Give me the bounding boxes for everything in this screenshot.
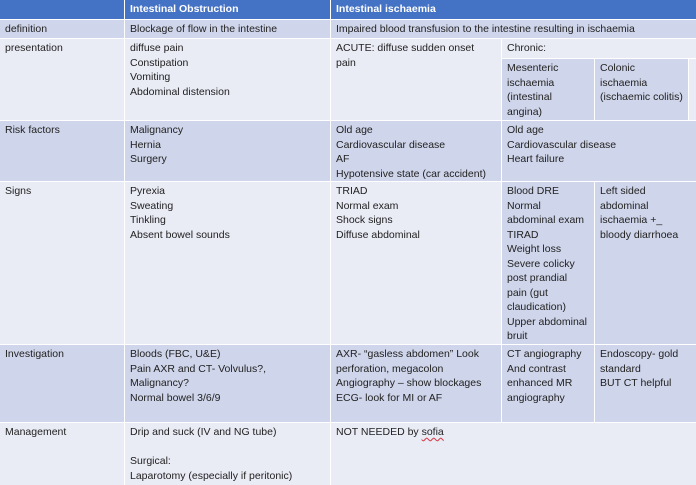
signs-obstruction: Pyrexia Sweating Tinkling Absent bowel sounds — [125, 182, 330, 344]
misspelled-name: sofia — [421, 426, 444, 438]
signs-colonic: Left sided abdominal ischaemia +_ bloody diarrhoea — [595, 182, 696, 344]
investigation-obstruction: Bloods (FBC, U&E) Pain AXR and CT- Volvulus?, Malignancy? Normal bowel 3/6/9 — [125, 345, 330, 422]
management-ischaemia — [331, 423, 696, 485]
definition-obstruction: Blockage of flow in the intestine — [125, 20, 330, 38]
risk-factors-acute: Old age Cardiovascular disease AF Hypotensive state (car accident) — [331, 121, 501, 181]
row-label-presentation: presentation — [0, 39, 124, 120]
presentation-edge — [689, 59, 696, 120]
header-intestinal-ischaemia: Intestinal ischaemia — [331, 0, 696, 19]
investigation-mesenteric: CT angiography And contrast enhanced MR angiography — [502, 345, 594, 422]
presentation-obstruction: diffuse pain Constipation Vomiting Abdominal distension — [125, 39, 330, 120]
row-label-risk-factors: Risk factors — [0, 121, 124, 181]
presentation-acute: ACUTE: diffuse sudden onset pain — [331, 39, 501, 120]
row-label-investigation: Investigation — [0, 345, 124, 422]
header-intestinal-obstruction: Intestinal Obstruction — [125, 0, 330, 19]
signs-mesenteric: Blood DRE Normal abdominal exam TIRAD Weight loss Severe colicky post prandial pain (gut claudication) Upper abdominal bruit — [502, 182, 594, 344]
management-obstruction: Drip and suck (IV and NG tube) Surgical: Laparotomy (especially if peritonic) — [125, 423, 330, 485]
presentation-mesenteric: Mesenteric ischaemia (intestinal angina) — [502, 59, 594, 120]
management-ischaemia-text: NOT NEEDED by — [336, 426, 422, 438]
investigation-acute: AXR- “gasless abdomen” Look perforation, megacolon Angiography – show blockages ECG- look for MI or AF — [331, 345, 501, 422]
investigation-colonic: Endoscopy- gold standard BUT CT helpful — [595, 345, 696, 422]
definition-ischaemia: Impaired blood transfusion to the intestine resulting in ischaemia — [331, 20, 696, 38]
row-label-definition: definition — [0, 20, 124, 38]
presentation-colonic: Colonic ischaemia (ischaemic colitis) — [595, 59, 688, 120]
row-label-management: Management — [0, 423, 124, 485]
risk-factors-obstruction: Malignancy Hernia Surgery — [125, 121, 330, 181]
risk-factors-chronic: Old age Cardiovascular disease Heart failure — [502, 121, 696, 181]
row-label-signs: Signs — [0, 182, 124, 344]
header-empty-cell — [0, 0, 124, 19]
presentation-chronic-heading: Chronic: — [502, 39, 696, 58]
signs-acute: TRIAD Normal exam Shock signs Diffuse abdominal — [331, 182, 501, 344]
